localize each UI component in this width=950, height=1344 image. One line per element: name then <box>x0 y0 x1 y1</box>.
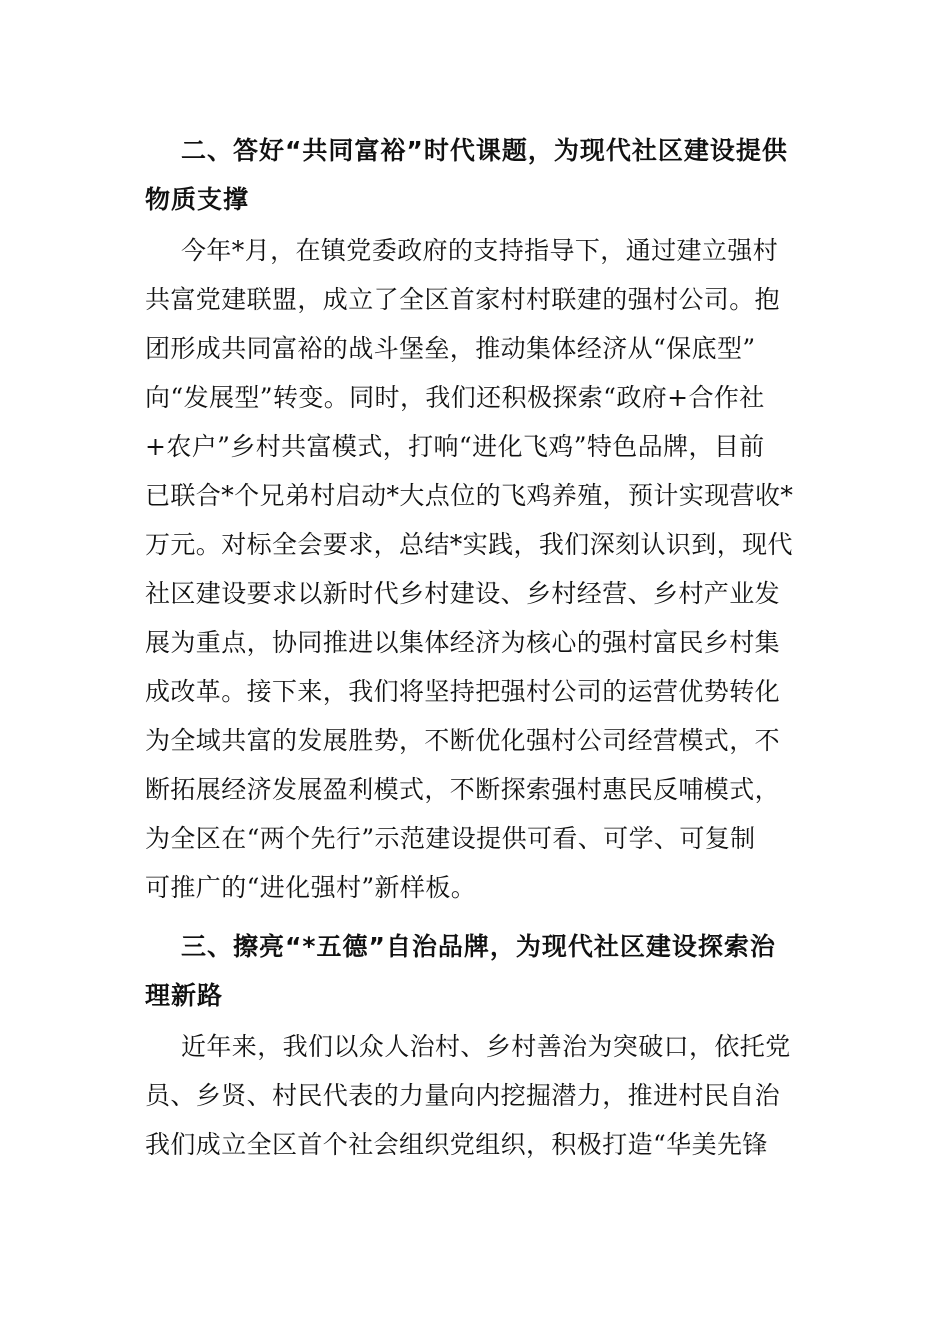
paragraph-line: 断拓展经济发展盈利模式，不断探索强村惠民反哺模式， <box>145 775 781 804</box>
paragraph-line: 万元。对标全会要求，总结*实践，我们深刻认识到，现代 <box>145 530 793 559</box>
section-heading-3 <box>145 922 807 1020</box>
section-heading-2 <box>145 126 807 224</box>
paragraph-line: 我们成立全区首个社会组织党组织，积极打造“华美先锋 <box>145 1130 768 1159</box>
paragraph-line: 员、乡贤、村民代表的力量向内挖掘潜力，推进村民自治 <box>145 1081 781 1110</box>
paragraph-line: 团形成共同富裕的战斗堡垒，推动集体经济从“保底型” <box>145 334 756 363</box>
heading-line: 三、擦亮“*五德”自治品牌，为现代社区建设探索治 <box>181 932 776 961</box>
section-paragraph-2 <box>145 226 807 912</box>
heading-line: 物质支撑 <box>145 185 250 214</box>
paragraph-line: 成改革。接下来，我们将坚持把强村公司的运营优势转化 <box>145 677 781 706</box>
paragraph-line: +农户”乡村共富模式，打响“进化飞鸡”特色品牌，目前 <box>145 432 765 461</box>
paragraph-line: 共富党建联盟，成立了全区首家村村联建的强村公司。抱 <box>145 285 781 314</box>
paragraph-line: 向“发展型”转变。同时，我们还积极探索“政府+合作社 <box>145 383 765 412</box>
paragraph-line: 社区建设要求以新时代乡村建设、乡村经营、乡村产业发 <box>145 579 781 608</box>
paragraph-line: 展为重点，协同推进以集体经济为核心的强村富民乡村集 <box>145 628 781 657</box>
heading-line: 二、答好“共同富裕”时代课题，为现代社区建设提供 <box>181 136 788 165</box>
paragraph-line: 为全区在“两个先行”示范建设提供可看、可学、可复制 <box>145 824 756 853</box>
paragraph-line: 可推广的“进化强村”新样板。 <box>145 873 477 902</box>
paragraph-line: 近年来，我们以众人治村、乡村善治为突破口，依托党 <box>181 1032 791 1061</box>
paragraph-line: 今年*月，在镇党委政府的支持指导下，通过建立强村 <box>181 236 779 265</box>
heading-line: 理新路 <box>145 981 224 1010</box>
paragraph-line: 为全域共富的发展胜势，不断优化强村公司经营模式，不 <box>145 726 781 755</box>
section-paragraph-3 <box>145 1022 807 1169</box>
paragraph-line: 已联合*个兄弟村启动*大点位的飞鸡养殖，预计实现营收* <box>145 481 794 510</box>
document-body <box>145 126 807 1169</box>
